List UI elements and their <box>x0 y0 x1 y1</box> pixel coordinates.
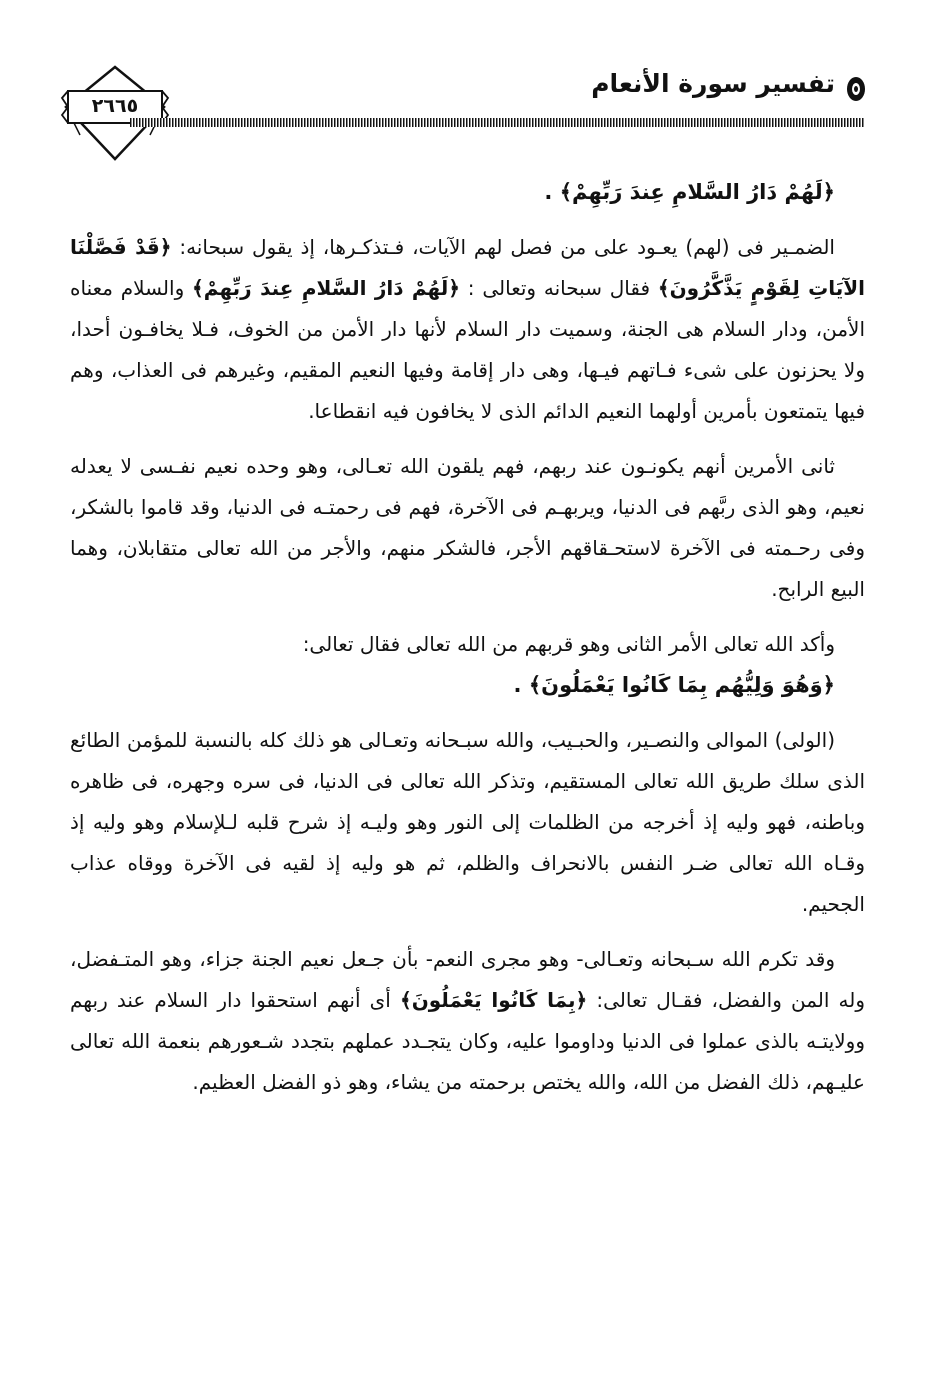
page-number: ٢٦٦٥ <box>91 95 139 117</box>
running-title: تفسير سورة الأنعام <box>591 69 835 98</box>
paragraph <box>70 227 865 432</box>
paragraph-text: أى أنهم استحقوا دار السلام عند ربهم وولايتـه بالذى عملوا فى الدنيا وداوموا عليه، وكان يتجـدد عملهم بتجدد شـعورهم بنعمة الله تعالى عليـهم، ذلك الفضل من الله، والله يختص برحمته من يشاء، وهو ذو الفضل العظيم. <box>70 988 865 1094</box>
quran-verse: ﴿لَهُمْ دَارُ السَّلامِ عِندَ رَبِّهِمْ﴾ . <box>544 180 835 204</box>
quran-verse-inline: ﴿لَهُمْ دَارُ السَّلامِ عِندَ رَبِّهِمْ﴾ <box>192 276 460 300</box>
page-body <box>70 172 865 1117</box>
paragraph: وأكد الله تعالى الأمر الثانى وهو قربهم من الله تعالى فقال تعالى: <box>302 632 835 656</box>
quran-verse: ﴿وَهُوَ وَلِيُّهُم بِمَا كَانُوا يَعْمَلُونَ﴾ . <box>513 673 835 697</box>
paragraph: ثانى الأمرين أنهم يكونـون عند ربهم، فهم يلقون الله تعـالى، وهو وحده نعيم نفـسى لا يعدله نعيم، وهو الذى ربَّهم فى الدنيا، ويربهـم فى الآخرة، فهم فى رحمتـه فى الدنيا، وقد قاموا بالشكر، وفى رحـمته فى الآخرة لاستحـقاقهم الأجر، فالشكر منهم، والأجر من الله تعالى متقابلان، وهما البيع الرابح. <box>70 454 865 601</box>
page-header <box>40 55 885 165</box>
page-number-badge <box>60 65 170 165</box>
quran-verse-inline: ﴿قَدْ فَصَّلْنَا الآيَاتِ لِقَوْمٍ يَذَّكَّرُونَ﴾ <box>70 235 866 300</box>
paragraph: (الولى) الموالى والنصـير، والحبـيب، والله سبـحانه وتعـالى هو ذلك كله بالنسبة للمؤمن الطائع الذى سلك طريق الله تعالى المستقيم، وتذكر الله تعالى فى الدنيا، فى سره وجهره، فى ظاهره وباطنه، فهو وليه إذ أخرجه من الظلمات إلى النور وهو وليـه إذ شرح قلبه لـلإسلام وهو وليه إذ وقـاه الله تعالى ضـر النفس بالانحراف والظلم، ثم هو وليه إذ لقيه فى الآخرة ووقاه عذاب الجحيم. <box>70 728 865 916</box>
paragraph-text: وقد تكرم الله سـبحانه وتعـالى- وهو مجرى النعم- بأن جـعل نعيم الجنة جزاء، وهو المتـفضل، وله المن والفضل، فقـال تعالى: <box>70 947 866 1012</box>
paragraph-text: الضمـير فى (لهم) يعـود على من فصل لهم الآيات، فـتذكـرها، إذ يقول سبحانه: <box>171 235 835 259</box>
paragraph-text: والسلام معناه الأمن، ودار السلام هى الجنة، وسميت دار السلام لأنها دار الأمن من الخوف، فـلا يخافـون أحدا، ولا يحزنون على شىء فـاتهم فيـها، وهى دار إقامة وفيها النعيم المقيم، وغيرهم فى العذاب، وهم فيها يتمتعون بأمرين أولهما النعيم الدائم الذى لا يخافون فيه انقطاعا. <box>70 276 865 423</box>
paragraph <box>70 939 865 1103</box>
ornament-icon <box>845 75 867 103</box>
quran-verse-inline: ﴿بِمَا كَانُوا يَعْمَلُونَ﴾ <box>399 988 588 1012</box>
header-divider <box>130 118 865 127</box>
paragraph-text: فقال سبحانه وتعالى : <box>460 276 658 300</box>
